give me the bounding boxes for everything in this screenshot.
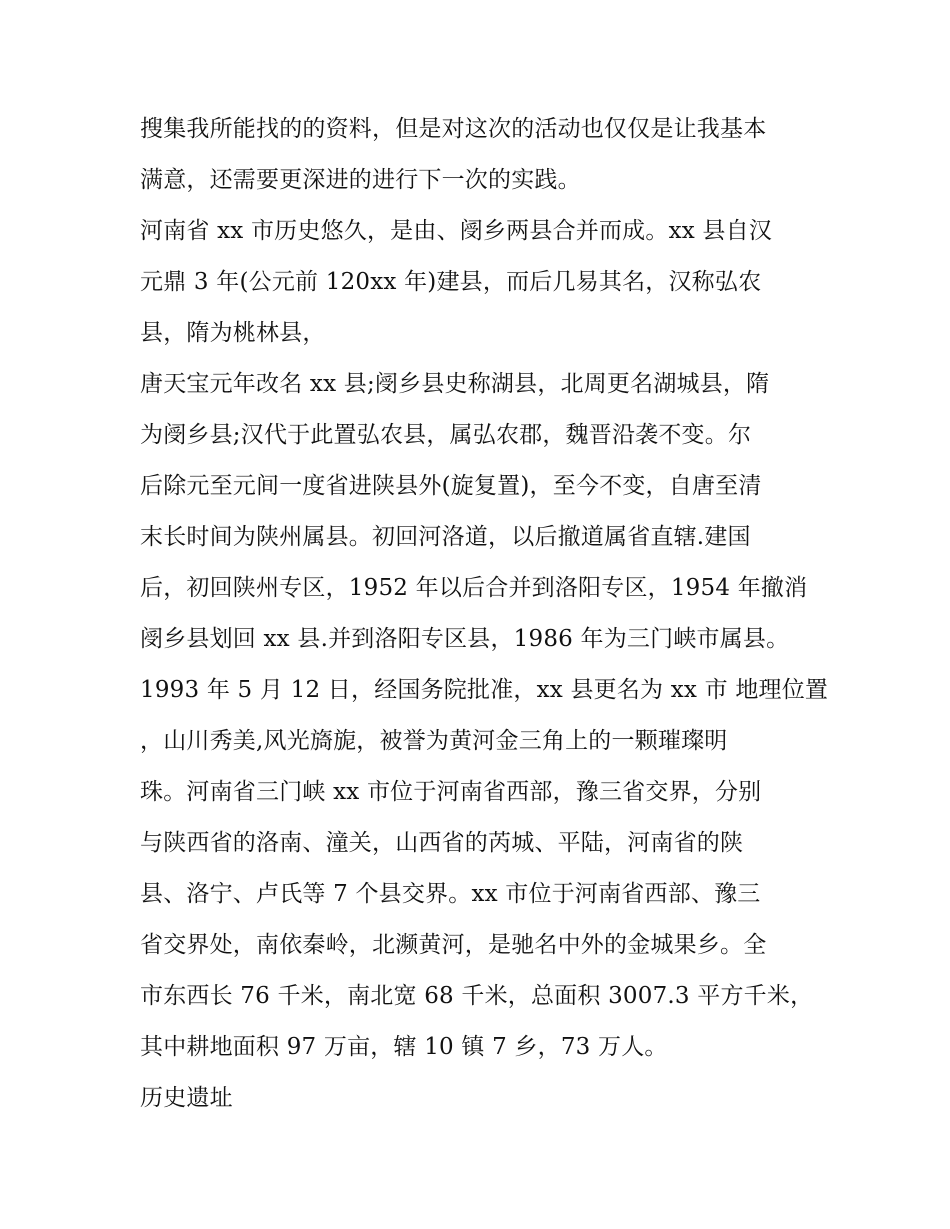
text-line: 阌乡县划回 xx 县.并到洛阳专区县，1986 年为三门峡市属县。 (140, 626, 790, 652)
text-line: 其中耕地面积 97 万亩，辖 10 镇 7 乡，73 万人。 (140, 1034, 668, 1060)
text-line: 唐天宝元年改名 xx 县;阌乡县史称湖县，北周更名湖城县，隋 (140, 371, 770, 397)
text-line: 与陕西省的洛南、潼关，山西省的芮城、平陆，河南省的陕 (140, 830, 744, 856)
text-line: 县，隋为桃林县， (140, 320, 326, 346)
section-heading: 历史遗址 (140, 1085, 233, 1111)
text-line: 搜集我所能找的的资料，但是对这次的活动也仅仅是让我基本 (140, 116, 767, 142)
text-line: 县、洛宁、卢氏等 7 个县交界。xx 市位于河南省西部、豫三 (140, 881, 761, 907)
document-body (140, 104, 830, 1124)
text-line: 后除元至元间一度省进陕县外(旋复置)，至今不变，自唐至清 (140, 473, 762, 499)
text-line: 为阌乡县;汉代于此置弘农县，属弘农郡，魏晋沿袭不变。尔 (140, 422, 752, 448)
text-line: 市东西长 76 千米，南北宽 68 千米，总面积 3007.3 平方千米， (140, 983, 814, 1009)
text-line: 满意，还需要更深进的进行下一次的实践。 (140, 167, 581, 193)
text-line: 河南省 xx 市历史悠久，是由、阌乡两县合并而成。xx 县自汉 (140, 218, 773, 244)
text-line: 珠。河南省三门峡 xx 市位于河南省西部，豫三省交界，分别 (140, 779, 762, 805)
text-line: 省交界处，南依秦岭，北濒黄河，是驰名中外的金城果乡。全 (140, 932, 767, 958)
text-line: 1993 年 5 月 12 日，经国务院批准，xx 县更名为 xx 市 地理位置 (140, 677, 829, 703)
text-line: 元鼎 3 年(公元前 120xx 年)建县，而后几易其名，汉称弘农 (140, 269, 762, 295)
text-line: ，山川秀美,风光旖旎，被誉为黄河金三角上的一颗璀璨明 (140, 728, 728, 754)
text-line: 后，初回陕州专区，1952 年以后合并到洛阳专区，1954 年撤消 (140, 575, 808, 601)
text-line: 末长时间为陕州属县。初回河洛道，以后撤道属省直辖.建国 (140, 524, 751, 550)
